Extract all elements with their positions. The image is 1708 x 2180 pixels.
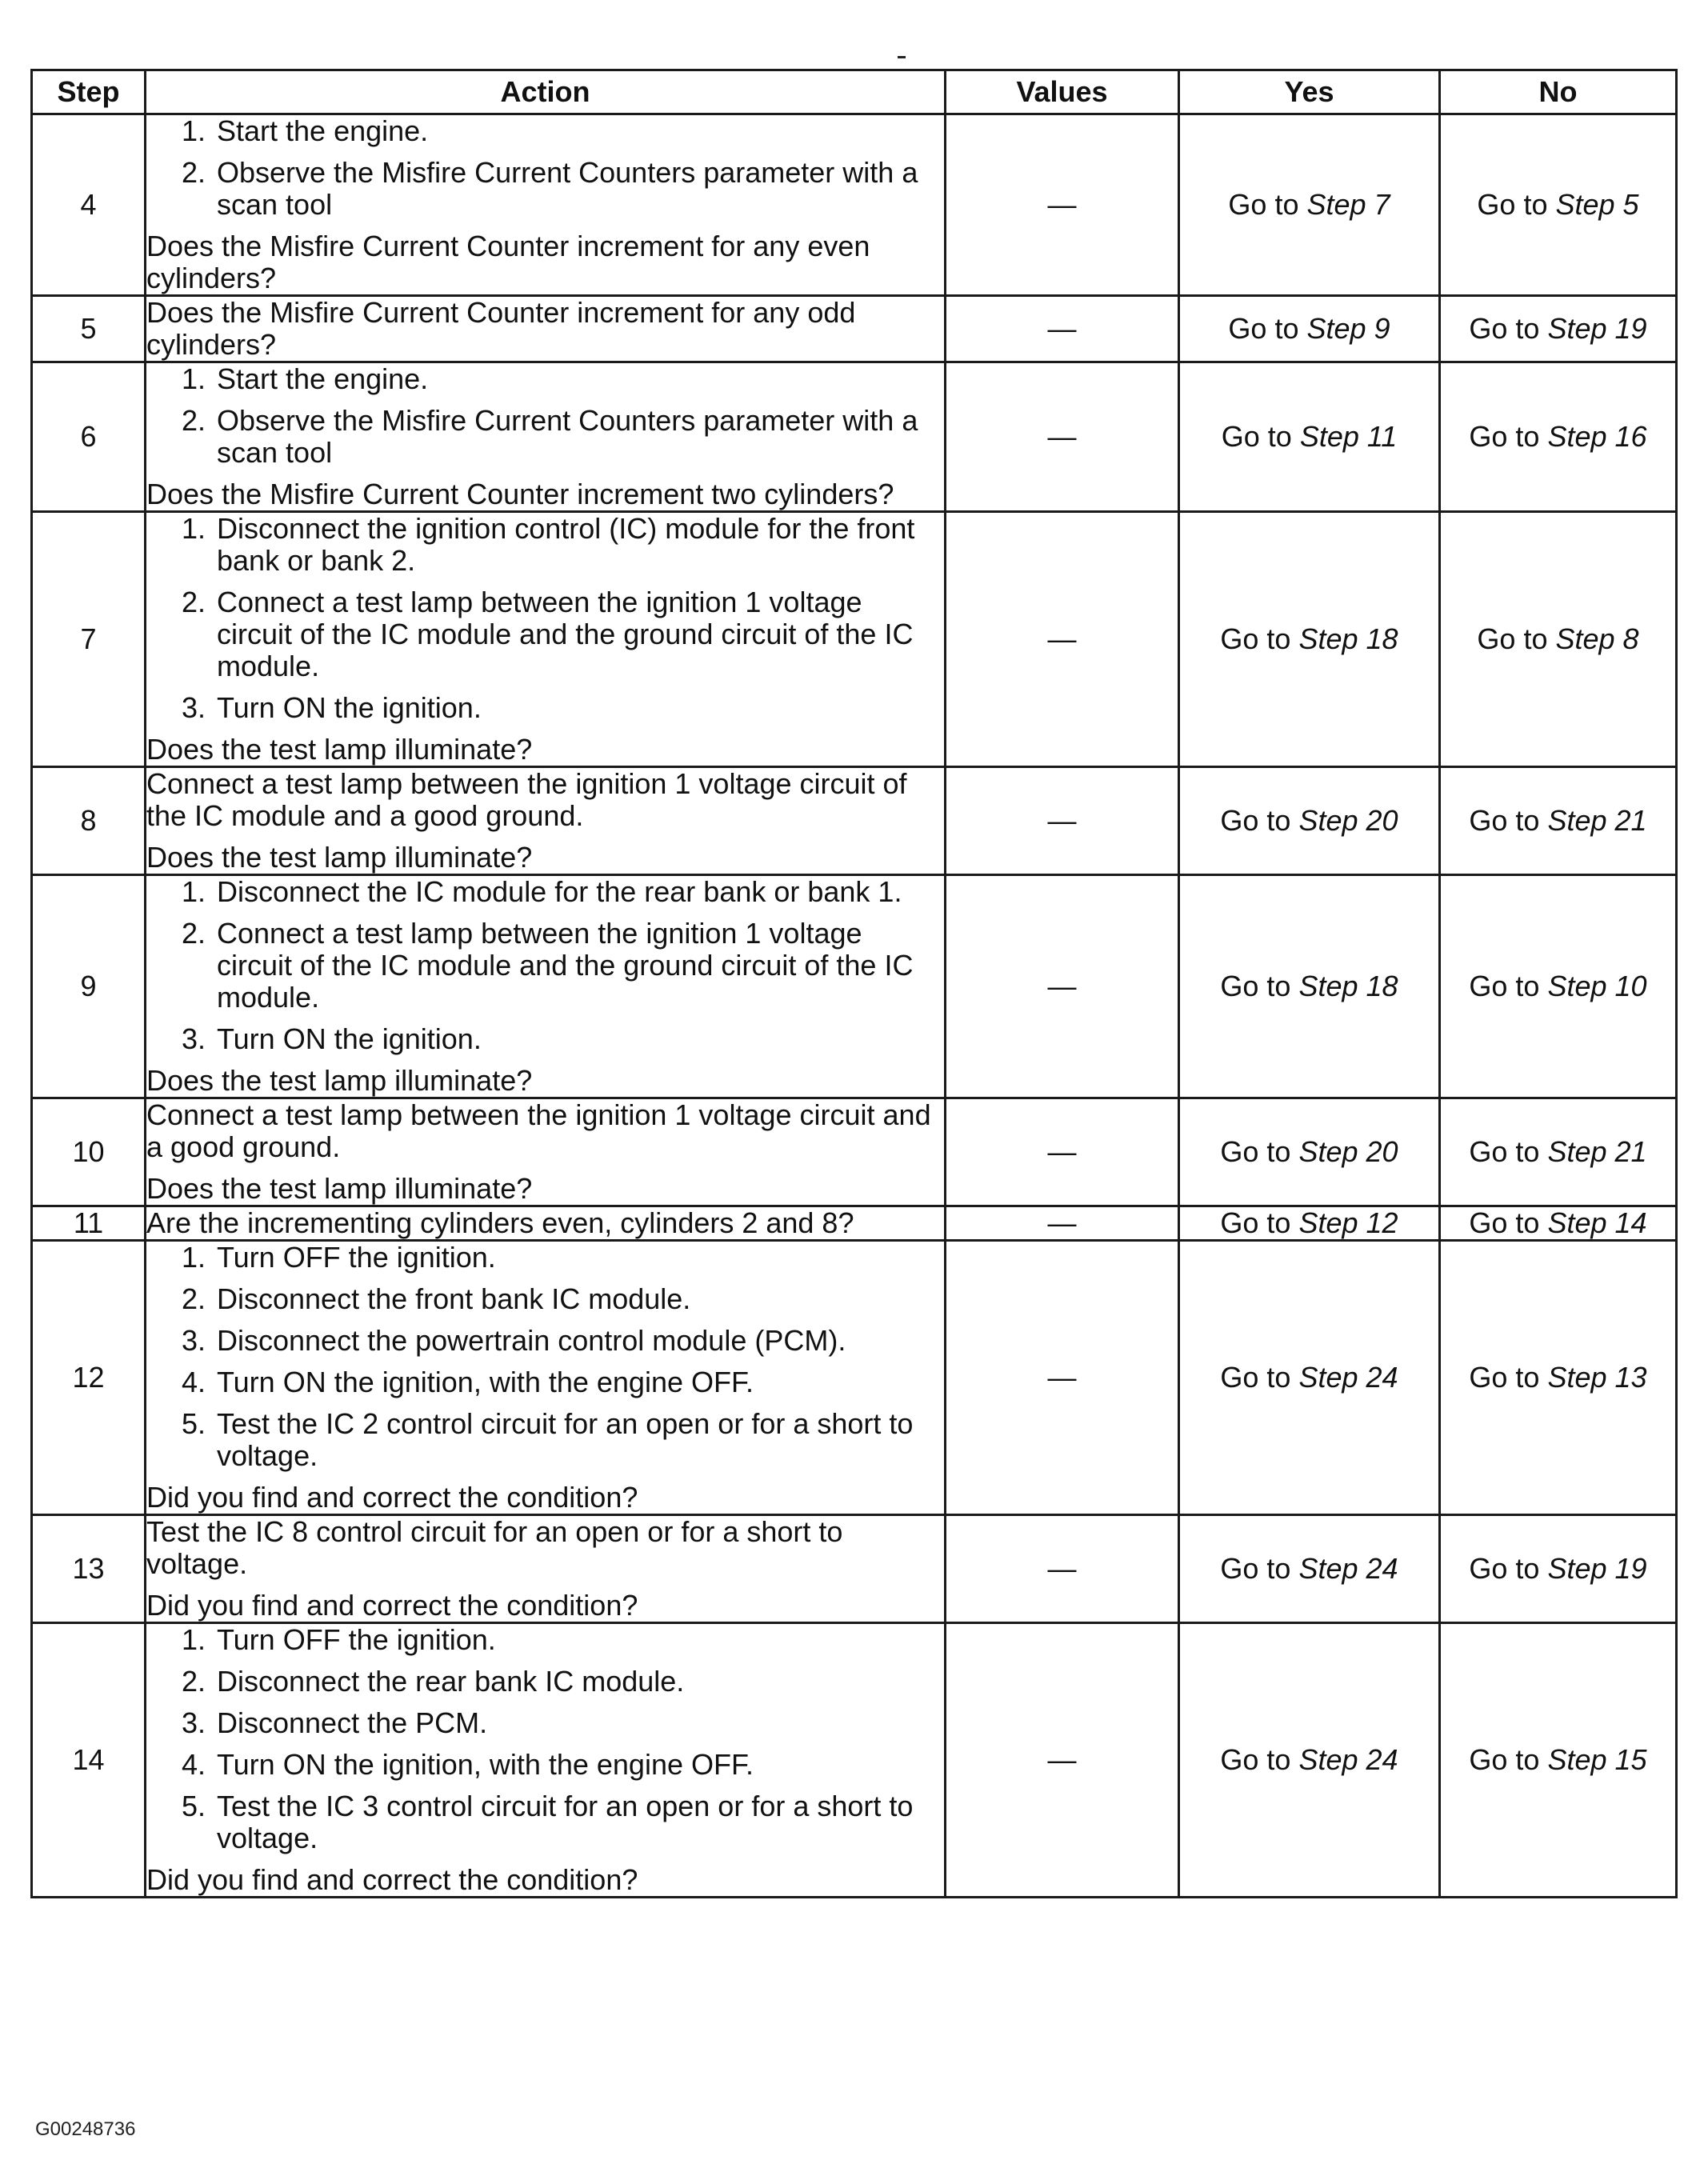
action-cell <box>146 1098 946 1206</box>
yes-cell <box>1179 767 1440 875</box>
instruction-item: 1. Start the engine. <box>214 363 944 395</box>
no-goto-step: Step 21 <box>1547 804 1647 837</box>
instruction-item: 3. Turn ON the ignition. <box>214 692 944 724</box>
values-cell: — <box>946 362 1179 512</box>
header-values: Values <box>946 70 1179 114</box>
yes-goto-step: Step 24 <box>1298 1552 1398 1585</box>
values-cell: — <box>946 114 1179 296</box>
table-row <box>32 1098 1677 1206</box>
no-cell <box>1440 1241 1677 1515</box>
instruction-item: 2. Connect a test lamp between the ignition 1 voltage circuit of the IC module and the ground circuit of the IC module. <box>214 586 944 682</box>
yes-cell <box>1179 512 1440 767</box>
top-tick-mark <box>898 56 906 58</box>
no-goto-step: Step 5 <box>1555 188 1639 221</box>
yes-goto-prefix: Go to <box>1228 188 1307 221</box>
instruction-item: 3. Turn ON the ignition. <box>214 1023 944 1055</box>
step-number: 4 <box>32 114 146 296</box>
instruction-item: 5. Test the IC 2 control circuit for an open or for a short to voltage. <box>214 1408 944 1472</box>
table-row <box>32 1241 1677 1515</box>
no-cell <box>1440 767 1677 875</box>
values-cell: — <box>946 512 1179 767</box>
no-cell <box>1440 1206 1677 1241</box>
values-cell: — <box>946 1098 1179 1206</box>
instruction-item: 2. Observe the Misfire Current Counters parameter with a scan tool <box>214 157 944 221</box>
no-goto-prefix: Go to <box>1469 1361 1548 1394</box>
no-goto-step: Step 15 <box>1547 1743 1647 1776</box>
yes-goto-prefix: Go to <box>1228 312 1307 345</box>
instruction-item: 5. Test the IC 3 control circuit for an open or for a short to voltage. <box>214 1790 944 1854</box>
action-question: Are the incrementing cylinders even, cylinders 2 and 8? <box>146 1206 854 1239</box>
table-row <box>32 512 1677 767</box>
no-goto-step: Step 8 <box>1555 622 1639 655</box>
yes-goto-prefix: Go to <box>1220 622 1299 655</box>
table-row <box>32 1206 1677 1241</box>
action-question: Does the Misfire Current Counter increment two cylinders? <box>146 478 894 510</box>
values-cell: — <box>946 296 1179 362</box>
action-question: Did you find and correct the condition? <box>146 1863 638 1896</box>
instruction-item: 1. Disconnect the IC module for the rear bank or bank 1. <box>214 876 944 908</box>
action-question: Does the test lamp illuminate? <box>146 841 533 874</box>
values-cell: — <box>946 875 1179 1098</box>
yes-cell <box>1179 296 1440 362</box>
instruction-item: 3. Disconnect the PCM. <box>214 1707 944 1739</box>
yes-goto-step: Step 24 <box>1298 1743 1398 1776</box>
instruction-item: 1. Turn OFF the ignition. <box>214 1624 944 1656</box>
action-cell <box>146 1241 946 1515</box>
step-number: 6 <box>32 362 146 512</box>
header-yes: Yes <box>1179 70 1440 114</box>
action-question: Did you find and correct the condition? <box>146 1481 638 1514</box>
yes-cell <box>1179 1623 1440 1898</box>
yes-goto-prefix: Go to <box>1220 804 1299 837</box>
header-no: No <box>1440 70 1677 114</box>
values-cell: — <box>946 767 1179 875</box>
yes-cell <box>1179 362 1440 512</box>
action-text: Connect a test lamp between the ignition 1 voltage circuit and a good ground. <box>146 1098 931 1163</box>
no-cell <box>1440 875 1677 1098</box>
table-row <box>32 875 1677 1098</box>
no-goto-step: Step 21 <box>1547 1135 1647 1168</box>
action-text: Connect a test lamp between the ignition 1 voltage circuit of the IC module and a good ground. <box>146 767 907 832</box>
action-question: Does the Misfire Current Counter increment for any even cylinders? <box>146 230 870 294</box>
no-goto-prefix: Go to <box>1469 1743 1548 1776</box>
no-goto-prefix: Go to <box>1469 312 1548 345</box>
table-row <box>32 296 1677 362</box>
step-number: 10 <box>32 1098 146 1206</box>
yes-goto-prefix: Go to <box>1221 420 1300 453</box>
table-row <box>32 114 1677 296</box>
instruction-item: 1. Start the engine. <box>214 115 944 147</box>
instruction-item: 4. Turn ON the ignition, with the engine OFF. <box>214 1366 944 1398</box>
no-cell <box>1440 362 1677 512</box>
yes-goto-step: Step 12 <box>1298 1206 1398 1239</box>
yes-cell <box>1179 875 1440 1098</box>
yes-goto-step: Step 9 <box>1306 312 1390 345</box>
yes-cell <box>1179 1241 1440 1515</box>
no-goto-step: Step 19 <box>1547 312 1647 345</box>
no-goto-step: Step 14 <box>1547 1206 1647 1239</box>
action-question: Did you find and correct the condition? <box>146 1589 638 1622</box>
values-cell: — <box>946 1515 1179 1623</box>
step-number: 5 <box>32 296 146 362</box>
action-text: Test the IC 8 control circuit for an open or for a short to voltage. <box>146 1515 843 1580</box>
instruction-item: 4. Turn ON the ignition, with the engine OFF. <box>214 1749 944 1781</box>
action-cell <box>146 296 946 362</box>
no-cell <box>1440 1515 1677 1623</box>
yes-goto-prefix: Go to <box>1220 970 1299 1002</box>
instruction-list <box>146 513 944 724</box>
no-cell <box>1440 1623 1677 1898</box>
action-cell <box>146 1515 946 1623</box>
no-goto-step: Step 19 <box>1547 1552 1647 1585</box>
no-goto-prefix: Go to <box>1469 1552 1548 1585</box>
yes-goto-step: Step 20 <box>1298 1135 1398 1168</box>
table-row <box>32 1515 1677 1623</box>
table-row <box>32 362 1677 512</box>
action-cell <box>146 362 946 512</box>
instruction-list <box>146 876 944 1055</box>
no-goto-prefix: Go to <box>1477 188 1556 221</box>
header-row <box>32 70 1677 114</box>
header-step: Step <box>32 70 146 114</box>
action-cell <box>146 512 946 767</box>
values-cell: — <box>946 1241 1179 1515</box>
action-cell <box>146 1623 946 1898</box>
no-goto-prefix: Go to <box>1469 420 1548 453</box>
no-goto-prefix: Go to <box>1469 1135 1548 1168</box>
diagnostic-table <box>30 69 1678 1898</box>
no-goto-step: Step 13 <box>1547 1361 1647 1394</box>
action-question: Does the Misfire Current Counter increment for any odd cylinders? <box>146 296 856 361</box>
step-number: 7 <box>32 512 146 767</box>
instruction-item: 2. Disconnect the front bank IC module. <box>214 1283 944 1315</box>
action-question: Does the test lamp illuminate? <box>146 1064 533 1097</box>
instruction-item: 2. Connect a test lamp between the ignition 1 voltage circuit of the IC module and the ground circuit of the IC module. <box>214 918 944 1014</box>
instruction-list <box>146 1624 944 1854</box>
yes-goto-prefix: Go to <box>1220 1135 1299 1168</box>
instruction-list <box>146 1242 944 1472</box>
yes-goto-prefix: Go to <box>1220 1552 1299 1585</box>
no-cell <box>1440 296 1677 362</box>
yes-goto-step: Step 18 <box>1298 622 1398 655</box>
instruction-item: 1. Turn OFF the ignition. <box>214 1242 944 1274</box>
instruction-item: 2. Observe the Misfire Current Counters parameter with a scan tool <box>214 405 944 469</box>
no-goto-prefix: Go to <box>1469 804 1548 837</box>
action-cell <box>146 875 946 1098</box>
step-number: 8 <box>32 767 146 875</box>
action-question: Does the test lamp illuminate? <box>146 733 533 766</box>
instruction-item: 3. Disconnect the powertrain control module (PCM). <box>214 1325 944 1357</box>
no-goto-prefix: Go to <box>1469 1206 1548 1239</box>
no-cell <box>1440 512 1677 767</box>
yes-goto-step: Step 24 <box>1298 1361 1398 1394</box>
yes-goto-step: Step 7 <box>1306 188 1390 221</box>
yes-goto-prefix: Go to <box>1220 1206 1299 1239</box>
no-cell <box>1440 114 1677 296</box>
yes-goto-prefix: Go to <box>1220 1361 1299 1394</box>
values-cell: — <box>946 1623 1179 1898</box>
yes-goto-step: Step 11 <box>1299 420 1398 453</box>
yes-goto-step: Step 18 <box>1298 970 1398 1002</box>
instruction-list <box>146 363 944 469</box>
header-action: Action <box>146 70 946 114</box>
yes-cell <box>1179 1515 1440 1623</box>
table-row <box>32 767 1677 875</box>
step-number: 14 <box>32 1623 146 1898</box>
no-goto-prefix: Go to <box>1469 970 1548 1002</box>
table-body <box>32 114 1677 1898</box>
table-row <box>32 1623 1677 1898</box>
instruction-item: 1. Disconnect the ignition control (IC) module for the front bank or bank 2. <box>214 513 944 577</box>
action-cell <box>146 767 946 875</box>
yes-cell <box>1179 1098 1440 1206</box>
yes-goto-prefix: Go to <box>1220 1743 1299 1776</box>
no-goto-step: Step 10 <box>1547 970 1647 1002</box>
step-number: 11 <box>32 1206 146 1241</box>
yes-cell <box>1179 1206 1440 1241</box>
action-question: Does the test lamp illuminate? <box>146 1172 533 1205</box>
yes-cell <box>1179 114 1440 296</box>
no-goto-prefix: Go to <box>1477 622 1556 655</box>
values-cell: — <box>946 1206 1179 1241</box>
yes-goto-step: Step 20 <box>1298 804 1398 837</box>
action-cell <box>146 1206 946 1241</box>
step-number: 12 <box>32 1241 146 1515</box>
instruction-item: 2. Disconnect the rear bank IC module. <box>214 1666 944 1698</box>
figure-id: G00248736 <box>35 2118 136 2140</box>
no-cell <box>1440 1098 1677 1206</box>
step-number: 9 <box>32 875 146 1098</box>
no-goto-step: Step 16 <box>1547 420 1647 453</box>
instruction-list <box>146 115 944 221</box>
step-number: 13 <box>32 1515 146 1623</box>
action-cell <box>146 114 946 296</box>
